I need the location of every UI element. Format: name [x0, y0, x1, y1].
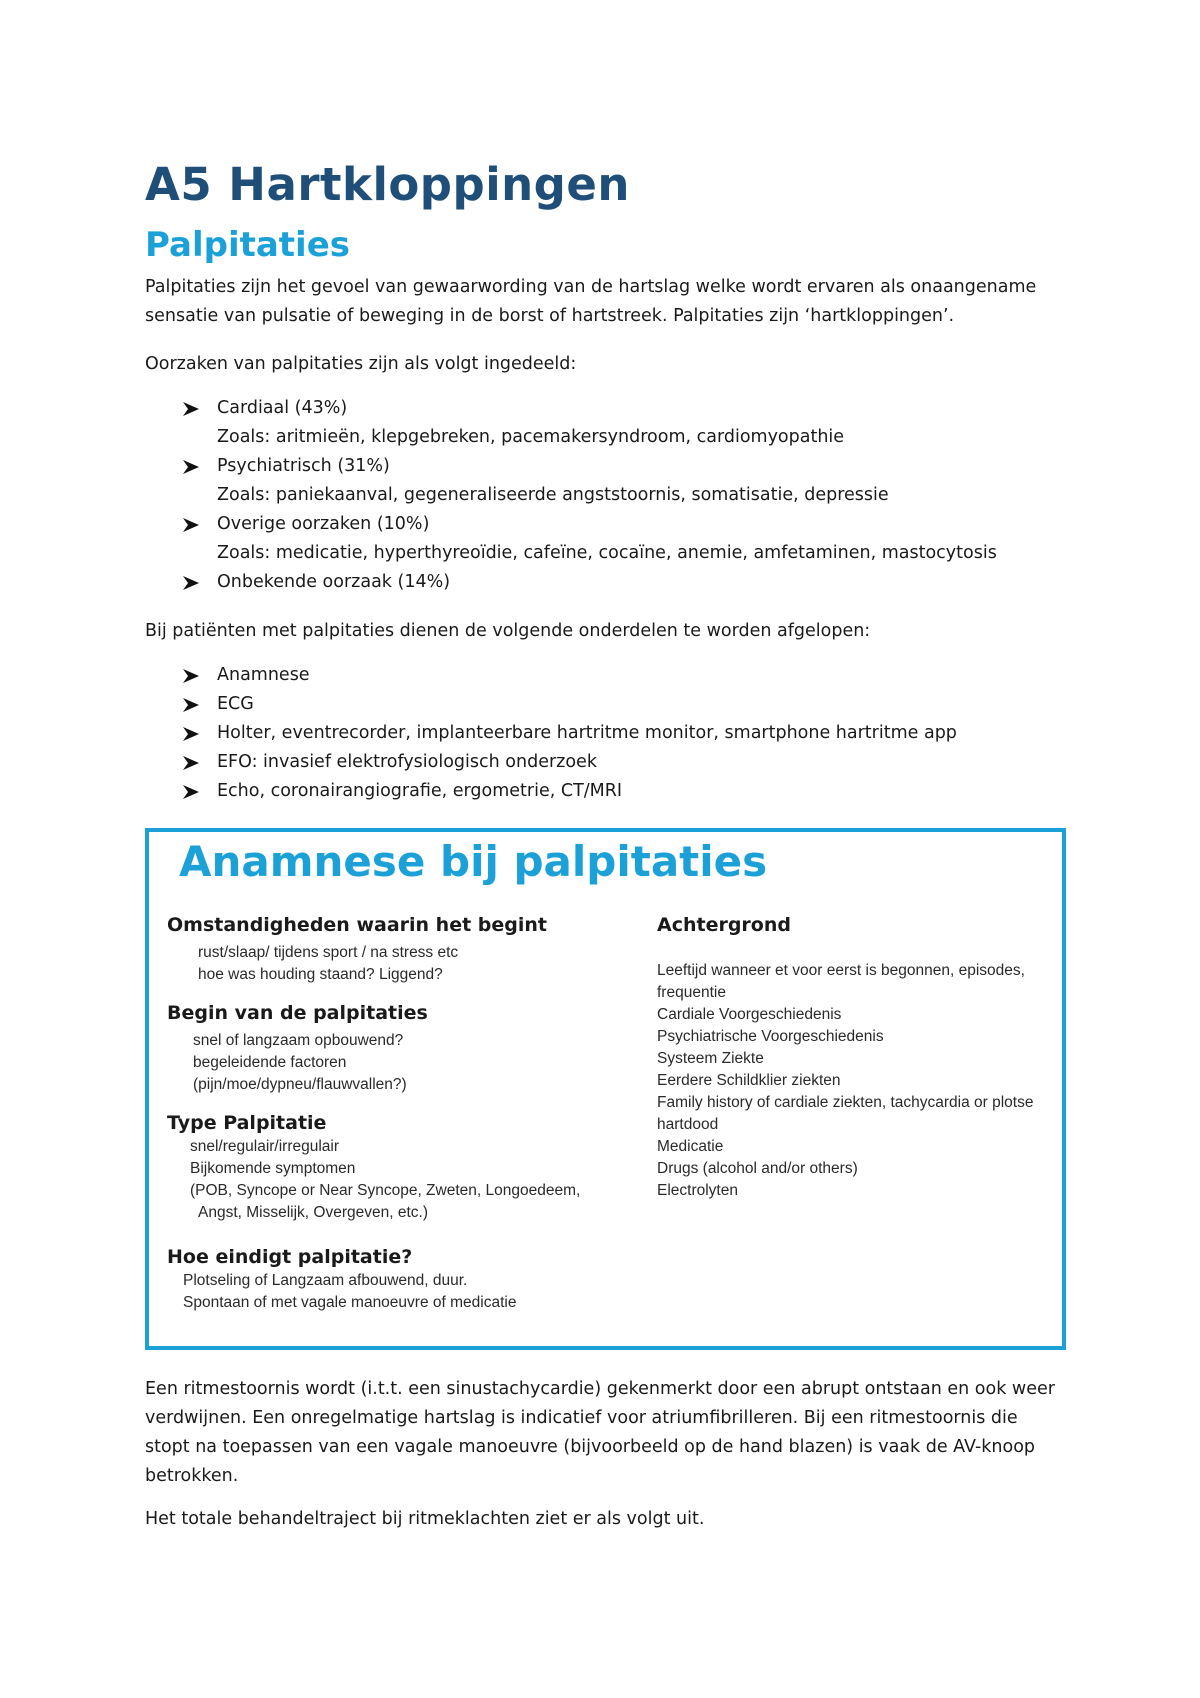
figure-section	[167, 1244, 627, 1314]
anamnese-figure	[145, 828, 1066, 1350]
arrow-bullet-icon	[181, 394, 203, 423]
figure-section	[167, 1110, 627, 1224]
figure-line: Eerdere Schildklier ziekten	[657, 1072, 841, 1089]
cause-label: Cardiaal (43%)	[217, 398, 348, 418]
cause-detail: Zoals: medicatie, hyperthyreoïdie, cafeïne, cocaïne, anemie, amfetaminen, mastocytosis	[217, 543, 997, 563]
figure-section-lines	[167, 1270, 627, 1314]
workup-intro: Bij patiënten met palpitaties dienen de volgende onderdelen te worden afgelopen:	[145, 621, 871, 641]
figure-line: Family history of cardiale ziekten, tachycardia or plotse hartdood	[657, 1094, 1034, 1133]
arrow-bullet-icon	[181, 777, 203, 806]
figure-section-lines	[167, 942, 627, 986]
workup-item: Anamnese	[217, 665, 310, 685]
causes-intro: Oorzaken van palpitaties zijn als volgt ingedeeld:	[145, 354, 577, 374]
list-item	[181, 394, 997, 452]
figure-line: rust/slaap/ tijdens sport / na stress etc	[198, 944, 459, 961]
cause-detail: Zoals: aritmieën, klepgebreken, pacemakersyndroom, cardiomyopathie	[217, 427, 845, 447]
page-title: A5 Hartkloppingen	[145, 158, 630, 211]
figure-section-lines	[167, 1136, 627, 1224]
intro-paragraph: Palpitaties zijn het gevoel van gewaarwording van de hartslag welke wordt ervaren als onaangename sensatie van pulsatie of beweging in de borst of hartstreek. Palpitaties zijn ‘hartkloppingen’.	[145, 277, 1037, 326]
figure-section-heading: Type Palpitatie	[167, 1112, 327, 1134]
figure-line: Plotseling of Langzaam afbouwend, duur.	[183, 1272, 468, 1289]
figure-section-lines	[167, 1030, 627, 1096]
list-item	[181, 452, 997, 510]
cause-label: Overige oorzaken (10%)	[217, 514, 430, 534]
cause-label: Psychiatrisch (31%)	[217, 456, 390, 476]
list-item	[181, 690, 957, 719]
arrow-bullet-icon	[181, 510, 203, 539]
figure-right-column	[657, 912, 1067, 1202]
figure-section-heading: Begin van de palpitaties	[167, 1002, 428, 1024]
cause-label: Onbekende oorzaak (14%)	[217, 572, 451, 592]
list-item	[181, 510, 997, 568]
rhythm-paragraph: Een ritmestoornis wordt (i.t.t. een sinustachycardie) gekenmerkt door een abrupt ontstaan en ook weer verdwijnen. Een onregelmatige hartslag is indicatief voor atriumfibrilleren. Bij een ritmestoornis die stopt na toepassen van een vagale manoeuvre (bijvoorbeeld op de hand blazen) is vaak de AV-knoop betrokken.	[145, 1379, 1055, 1486]
workup-item: EFO: invasief elektrofysiologisch onderzoek	[217, 752, 597, 772]
figure-left-column	[167, 912, 627, 1328]
arrow-bullet-icon	[181, 748, 203, 777]
list-item	[181, 748, 957, 777]
arrow-bullet-icon	[181, 719, 203, 748]
figure-line: Psychiatrische Voorgeschiedenis	[657, 1028, 884, 1045]
figure-line: Systeem Ziekte	[657, 1050, 764, 1067]
workup-item: Echo, coronairangiografie, ergometrie, CT/MRI	[217, 781, 623, 801]
figure-line: Bijkomende symptomen	[190, 1160, 356, 1177]
workup-item: ECG	[217, 694, 254, 714]
figure-line: hoe was houding staand? Liggend?	[198, 966, 443, 983]
arrow-bullet-icon	[181, 690, 203, 719]
figure-line: Medicatie	[657, 1138, 724, 1155]
figure-line: Angst, Misselijk, Overgeven, etc.)	[198, 1204, 428, 1221]
workup-list	[181, 661, 957, 806]
figure-section	[167, 912, 627, 986]
figure-line: Drugs (alcohol and/or others)	[657, 1160, 858, 1177]
figure-line: Electrolyten	[657, 1182, 738, 1199]
figure-line: Cardiale Voorgeschiedenis	[657, 1006, 842, 1023]
figure-section-heading: Omstandigheden waarin het begint	[167, 914, 547, 936]
cause-detail: Zoals: paniekaanval, gegeneraliseerde angststoornis, somatisatie, depressie	[217, 485, 889, 505]
list-item	[181, 568, 997, 597]
figure-section-lines	[657, 960, 1067, 1202]
section-heading: Palpitaties	[145, 225, 350, 265]
figure-line: Leeftijd wanneer et voor eerst is begonnen, episodes, frequentie	[657, 962, 1025, 1001]
treatment-paragraph: Het totale behandeltraject bij ritmeklachten ziet er als volgt uit.	[145, 1509, 705, 1529]
list-item	[181, 777, 957, 806]
figure-section-heading: Hoe eindigt palpitatie?	[167, 1246, 413, 1268]
figure-section-heading: Achtergrond	[657, 914, 791, 936]
figure-line: (POB, Syncope or Near Syncope, Zweten, Longoedeem,	[190, 1182, 581, 1199]
list-item	[181, 661, 957, 690]
list-item	[181, 719, 957, 748]
causes-list	[181, 394, 997, 597]
figure-line: snel/regulair/irregulair	[190, 1138, 340, 1155]
figure-line: Spontaan of met vagale manoeuvre of medicatie	[183, 1294, 517, 1311]
figure-line: (pijn/moe/dypneu/flauwvallen?)	[193, 1076, 407, 1093]
arrow-bullet-icon	[181, 452, 203, 481]
workup-item: Holter, eventrecorder, implanteerbare hartritme monitor, smartphone hartritme app	[217, 723, 957, 743]
figure-line: snel of langzaam opbouwend?	[193, 1032, 404, 1049]
arrow-bullet-icon	[181, 661, 203, 690]
figure-title: Anamnese bij palpitaties	[179, 837, 768, 886]
figure-section	[167, 1000, 627, 1096]
figure-line: begeleidende factoren	[193, 1054, 347, 1071]
arrow-bullet-icon	[181, 568, 203, 597]
